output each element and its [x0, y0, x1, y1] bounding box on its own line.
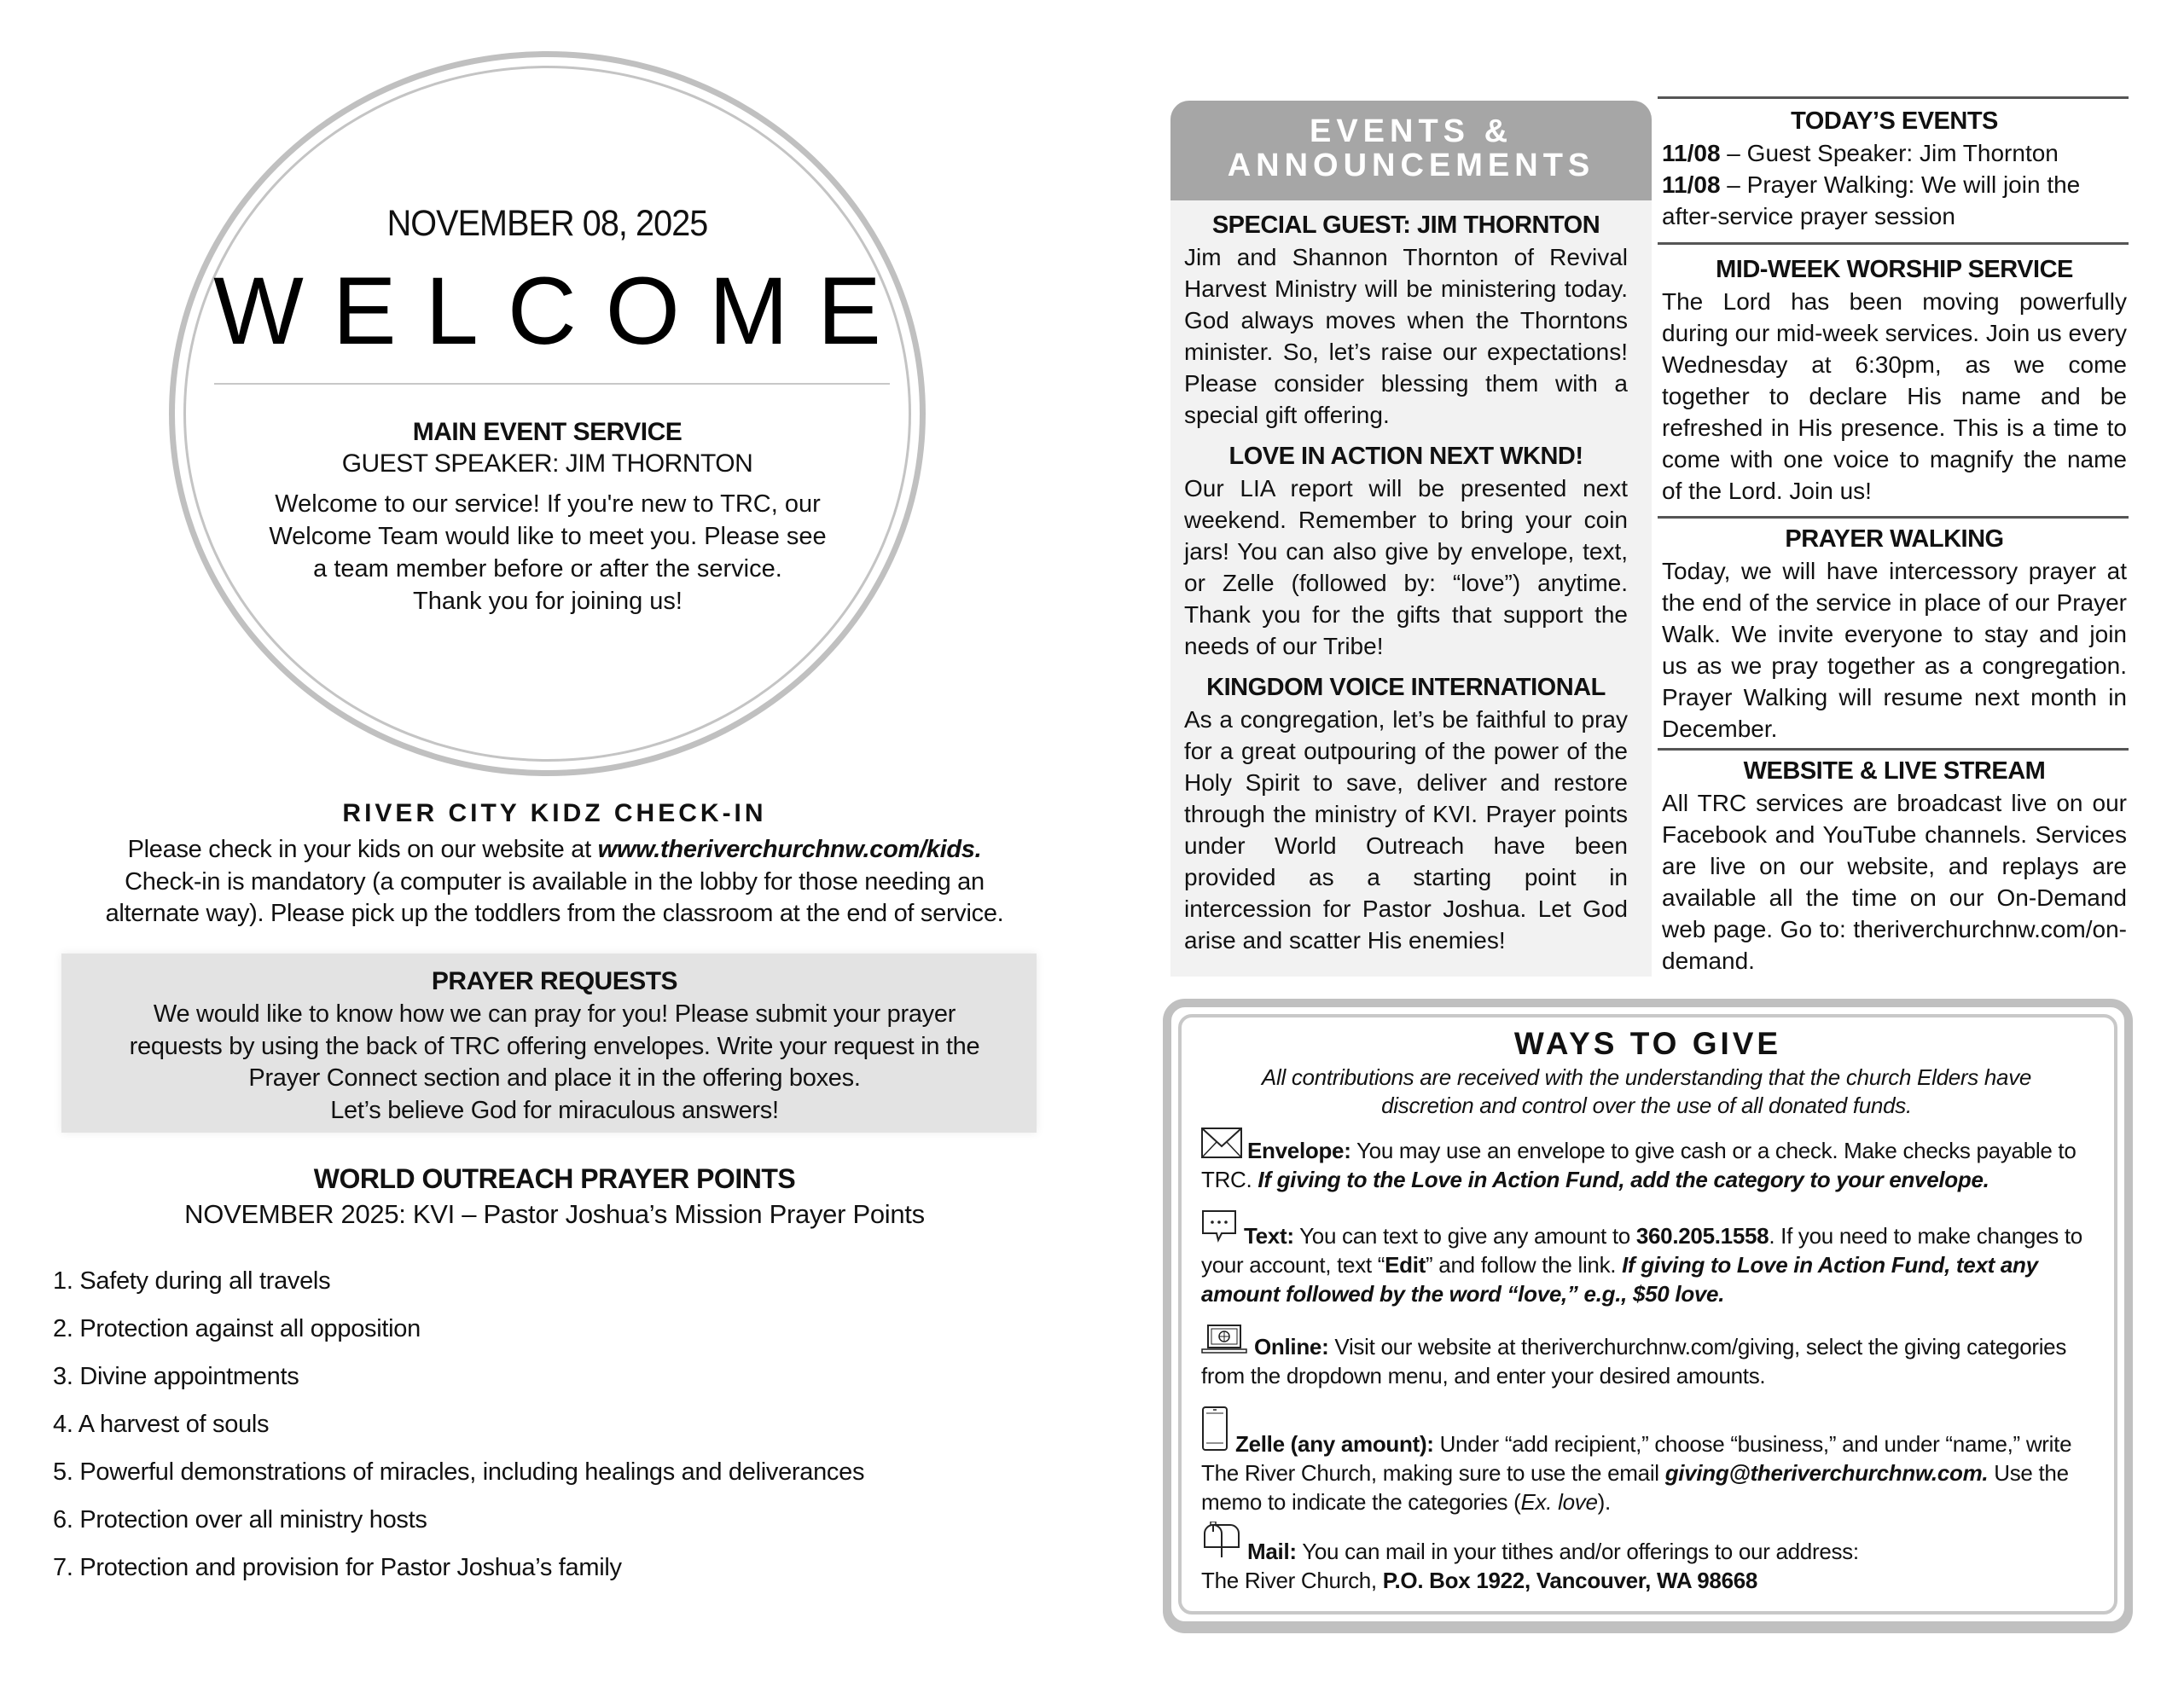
world-outreach-title: WORLD OUTREACH PRAYER POINTS: [313, 1163, 796, 1194]
event-title: KINGDOM VOICE INTERNATIONAL: [1206, 674, 1606, 701]
event-title: LOVE IN ACTION NEXT WKND!: [1228, 443, 1583, 470]
welcome-line: Thank you for joining us!: [413, 588, 682, 615]
guest-speaker: GUEST SPEAKER: JIM THORNTON: [341, 449, 753, 478]
world-outreach-subtitle: NOVEMBER 2025: KVI – Pastor Joshua’s Mission Prayer Points: [184, 1199, 925, 1229]
phone-icon: [1201, 1406, 1230, 1458]
mail-address-prefix: The River Church,: [1201, 1568, 1383, 1593]
prayer-point-item: 7. Protection and provision for Pastor Joshua’s family: [53, 1554, 622, 1581]
section-rule: [1658, 748, 2129, 751]
give-emphasis: If giving to the Love in Action Fund, add the category to your envelope.: [1258, 1167, 1989, 1192]
give-text: You may use an envelope to give cash or a check. Make checks payable to TRC.: [1201, 1138, 2077, 1192]
prayer-walking-title: PRAYER WALKING: [1785, 525, 2004, 553]
kidz-checkin-title: RIVER CITY KIDZ CHECK-IN: [342, 799, 767, 827]
event-desc: – Guest Speaker: Jim Thornton: [1720, 140, 2059, 166]
give-label: Mail:: [1247, 1539, 1297, 1564]
todays-event-item: [1662, 169, 2127, 232]
give-text: You can mail in your tithes and/or offerings to our address:: [1296, 1539, 1859, 1564]
text-phone-number[interactable]: 360.205.1558: [1635, 1223, 1769, 1249]
website-title: WEBSITE & LIVE STREAM: [1743, 757, 2046, 785]
give-text: You can text to give any amount to: [1293, 1223, 1636, 1249]
give-zelle: [1201, 1406, 2106, 1516]
give-text: . If you need to make changes to your account, text “: [1201, 1223, 2082, 1278]
event-special-guest: [1184, 210, 1628, 431]
event-date: 11/08: [1662, 171, 1721, 198]
welcome-circle-inner-ring: [183, 66, 911, 762]
disclaimer-line: discretion and control over the use of all donated funds.: [1381, 1093, 1912, 1118]
give-text: Use the memo to indicate the categories (: [1201, 1460, 2069, 1515]
chat-bubble-icon: [1201, 1209, 1239, 1250]
give-emphasis: If giving to Love in Action Fund, text any amount followed by the word “love,” e.g., $50 love.: [1201, 1252, 2038, 1307]
envelope-icon: [1201, 1128, 1242, 1165]
welcome-paragraph: [249, 488, 846, 617]
disclaimer-line: All contributions are received with the understanding that the church Elders have: [1261, 1064, 2032, 1090]
events-header-line1: EVENTS &: [1309, 113, 1513, 149]
prayer-requests-text: [34, 999, 1075, 1127]
midweek-section: [1662, 254, 2127, 507]
mail-address: P.O. Box 1922, Vancouver, WA 98668: [1382, 1568, 1758, 1593]
website-body: All TRC services are broadcast live on our Facebook and YouTube channels. Services are live on our website, and replays are available all the time on our On-Demand web page. Go to: theriverchurchnw.com/on-demand.: [1662, 790, 2127, 974]
prayer-points-list: [53, 1264, 864, 1598]
give-label: Text:: [1244, 1223, 1294, 1249]
prayer-point-item: 3. Divine appointments: [53, 1363, 299, 1390]
laptop-globe-icon: [1201, 1324, 1249, 1361]
welcome-line: Welcome Team would like to meet you. Please see: [269, 523, 827, 550]
prayer-point-item: 5. Powerful demonstrations of miracles, including healings and deliverances: [53, 1458, 865, 1486]
event-body: As a congregation, let’s be faithful to pray for a great outpouring of the power of the Holy Spirit to save, deliver and restore through the ministry of KVI. Prayer points under World Outreach have been provided as a starting point in intercession for Pastor Joshua. Let God arise and scatter His enemies!: [1184, 706, 1628, 954]
prayer-point-item: 6. Protection over all ministry hosts: [53, 1506, 427, 1533]
zelle-email[interactable]: giving@theriverchurchnw.com.: [1664, 1460, 1989, 1486]
give-text: Under “add recipient,” choose “business,” and under “name,” write The River Church, making sure to use the email: [1201, 1431, 2072, 1486]
welcome-circle-frame: [169, 51, 926, 776]
give-text-message: [1201, 1209, 2106, 1308]
welcome-line: Welcome to our service! If you're new to TRC, our: [275, 490, 821, 518]
give-mail: [1201, 1522, 2106, 1595]
midweek-body: The Lord has been moving powerfully during our mid-week services. Join us every Wednesday at 6:30pm, as we come together to declare His name and be refreshed in His presence. This is a time to come with one voice to magnify the name of the Lord. Join us!: [1662, 288, 2127, 504]
prayer-line: requests by using the back of TRC offering envelopes. Write your request in the: [129, 1032, 980, 1060]
welcome-divider: [214, 383, 890, 385]
main-event-title: MAIN EVENT SERVICE: [412, 418, 682, 446]
section-rule: [1658, 242, 2129, 245]
event-date: 11/08: [1662, 140, 1721, 166]
event-body: Our LIA report will be presented next weekend. Remember to bring your coin jars! You can also give by envelope, text, or Zelle (followed by: “love”) anytime. Thank you for the gifts that support the needs of our Tribe!: [1184, 475, 1628, 659]
give-text: ” and follow the link.: [1426, 1252, 1623, 1278]
events-column: [1184, 210, 1628, 966]
give-text: Visit our website at theriverchurchnw.com/giving, select the giving categories from the dropdown menu, and enter your desired amounts.: [1201, 1334, 2067, 1388]
event-title: SPECIAL GUEST: JIM THORNTON: [1211, 212, 1600, 239]
kidz-url-link[interactable]: www.theriverchurchnw.com/kids.: [597, 836, 982, 863]
event-body: Jim and Shannon Thornton of Revival Harvest Ministry will be ministering today. God always moves when the Thorntons minister. So, let’s raise our expectations! Please consider blessing them with a special gift offering.: [1184, 244, 1628, 428]
todays-events-title: TODAY’S EVENTS: [1791, 107, 1998, 135]
prayer-line: Let’s believe God for miraculous answers!: [330, 1096, 779, 1124]
kidz-checkin-text: [34, 834, 1075, 930]
event-kingdom-voice: [1184, 672, 1628, 956]
give-label: Zelle (any amount):: [1235, 1431, 1434, 1457]
prayer-point-item: 1. Safety during all travels: [53, 1267, 331, 1295]
welcome-heading: WELCOME: [213, 258, 910, 364]
prayer-line: We would like to know how we can pray for you! Please submit your prayer: [153, 1000, 956, 1028]
todays-events-section: [1662, 106, 2127, 232]
prayer-walking-body: Today, we will have intercessory prayer at the end of the service in place of our Prayer Walk. We invite everyone to stay and join us as we pray together as a congregation. Prayer Walking will resume next month in December.: [1662, 558, 2127, 742]
give-text: ).: [1597, 1489, 1611, 1515]
events-header-line2: ANNOUNCEMENTS: [1227, 148, 1595, 183]
todays-event-item: [1662, 137, 2127, 169]
welcome-line: a team member before or after the service.: [313, 555, 782, 583]
text-keyword: Edit: [1385, 1252, 1426, 1278]
prayer-point-item: 2. Protection against all opposition: [53, 1315, 421, 1342]
event-love-in-action: [1184, 441, 1628, 662]
prayer-walking-section: [1662, 524, 2127, 745]
give-label: Online:: [1254, 1334, 1329, 1359]
events-announcements-header: [1170, 101, 1652, 200]
ways-to-give-title: WAYS TO GIVE: [1513, 1026, 1782, 1061]
section-rule: [1658, 516, 2129, 519]
give-envelope: [1201, 1128, 2106, 1194]
kidz-line2: Check-in is mandatory (a computer is available in the lobby for those needing an: [125, 867, 985, 896]
prayer-point-item: 4. A harvest of souls: [53, 1411, 270, 1438]
midweek-title: MID-WEEK WORSHIP SERVICE: [1716, 256, 2073, 283]
prayer-line: Prayer Connect section and place it in the offering boxes.: [248, 1064, 861, 1092]
zelle-example: Ex. love: [1520, 1489, 1598, 1515]
event-desc: – Prayer Walking: We will join the after-service prayer session: [1662, 171, 2081, 229]
section-rule: [1658, 96, 2129, 99]
giving-disclaimer: [1211, 1064, 2082, 1120]
service-date: NOVEMBER 08, 2025: [386, 203, 708, 244]
website-section: [1662, 756, 2127, 977]
give-online: [1201, 1324, 2106, 1390]
kidz-line1: Please check in your kids on our website at: [127, 836, 598, 863]
prayer-requests-title: PRAYER REQUESTS: [431, 967, 678, 995]
give-label: Envelope:: [1247, 1138, 1351, 1163]
mailbox-icon: [1201, 1522, 1242, 1566]
kidz-line3: alternate way). Please pick up the toddlers from the classroom at the end of service.: [105, 900, 1004, 927]
